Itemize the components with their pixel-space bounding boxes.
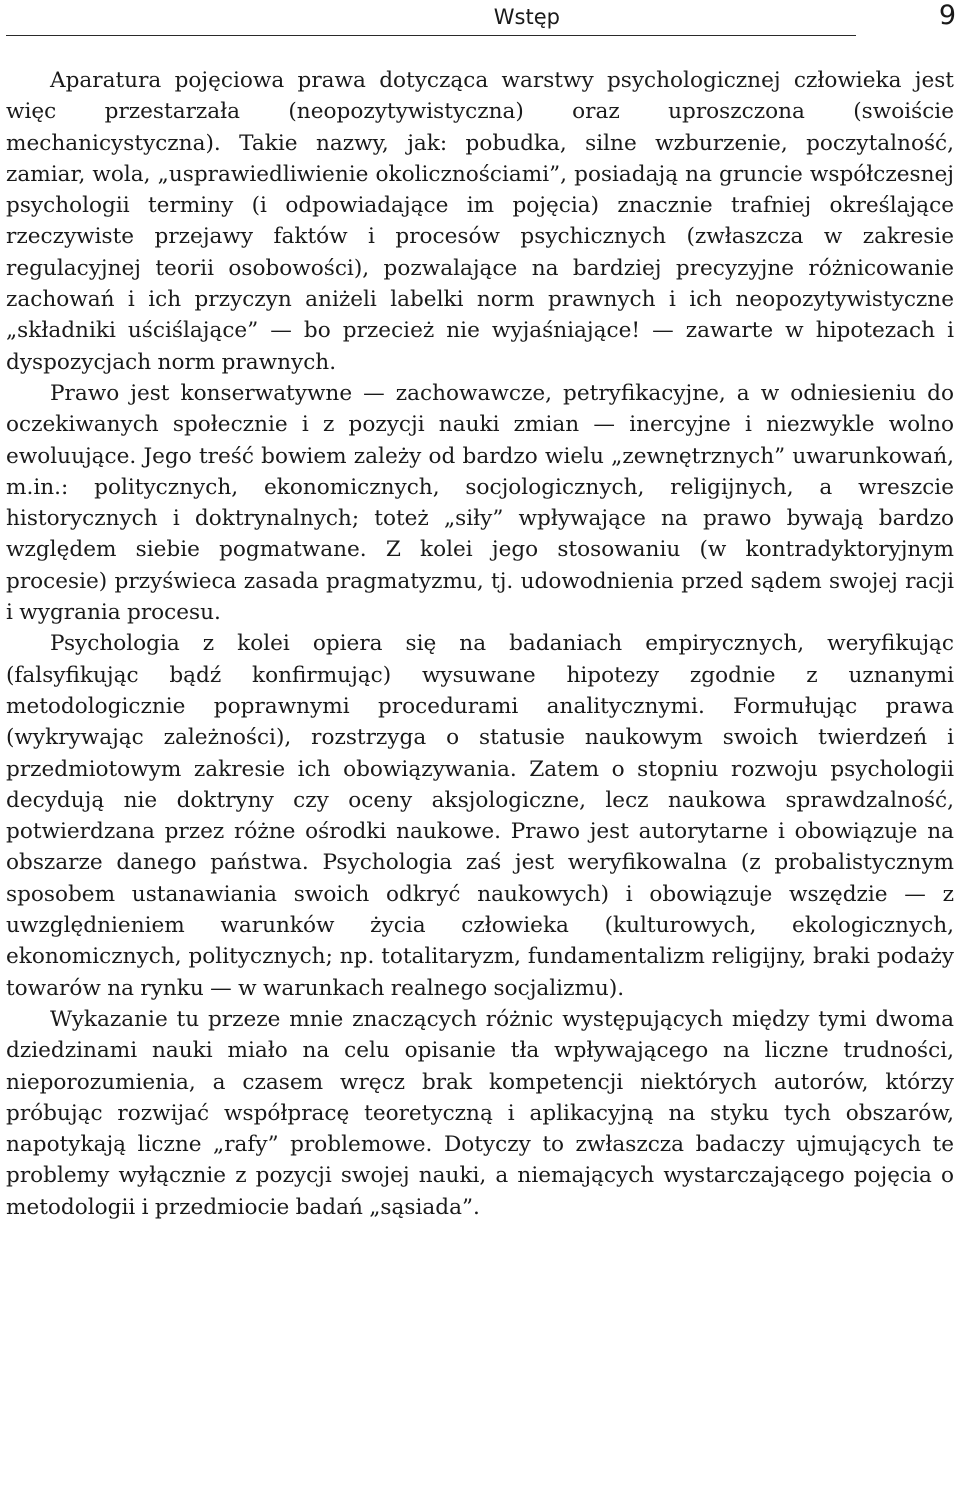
paragraph-4: Wykazanie tu przeze mnie znaczących różnic występujących między tymi dwoma dziedzinami nauki miało na celu opisanie tła wpływającego na liczne trudności, nieporozumienia, a czasem wręcz brak kompetencji niektórych autorów, którzy próbując rozwijać współpracę teoretyczną i aplikacyjną na styku tych obszarów, napotykają liczne „rafy” problemowe. Dotyczy to zwłaszcza badaczy ujmujących te problemy wyłącznie z pozycji swojej nauki, a niemających wystarczającego pojęcia o metodologii i przedmiocie badań „sąsiada”. xyxy=(6,1006,954,1220)
body-text xyxy=(6,65,954,1223)
paragraph-3: Psychologia z kolei opiera się na badaniach empirycznych, weryfikując (falsyfikując bądź konfirmując) wysuwane hipotezy zgodnie z uznanymi metodologicznie poprawnymi procedurami analitycznymi. Formułując prawa (wykrywając zależności), rozstrzyga o statusie naukowym swoich twierdzeń i przedmiotowym zakresie ich obowiązywania. Zatem o stopniu rozwoju psychologii decydują nie doktryny czy oceny aksjologiczne, lecz naukowa sprawdzalność, potwierdzana przez różne ośrodki naukowe. Prawo jest autorytarne i obowiązuje na obszarze danego państwa. Psychologia zaś jest weryfikowalna (z probalistycznym sposobem ustanawiania swoich odkryć naukowych) i obowiązuje wszędzie — z uwzględnieniem warunków życia człowieka (kulturowych, ekologicznych, ekonomicznych, politycznych; np. totalitaryzm, fundamentalizm religijny, braki podaży towarów na rynku — w warunkach realnego socjalizmu). xyxy=(6,631,954,1001)
chapter-title: Wstęp xyxy=(493,5,560,29)
header-rule xyxy=(6,35,856,36)
paragraph-1: Aparatura pojęciowa prawa dotycząca warstwy psychologicznej człowieka jest więc przestarzała (neopozytywistyczna) oraz uproszczona (swoiście mechanicystyczna). Takie nazwy, jak: pobudka, silne wzburzenie, poczytalność, zamiar, wola, „usprawiedliwienie okolicznościami”, posiadają na gruncie współczesnej psychologii terminy (i odpowiadające im pojęcia) znacznie trafniej określające rzeczywiste przejawy faktów i procesów psychicznych (zwłaszcza w zakresie regulacyjnej teorii osobowości), pozwalające na bardziej precyzyjne różnicowanie zachowań i ich przyczyn aniżeli labelki norm prawnych i ich neopozytywistyczne „składniki uściślające” — bo przecież nie wyjaśniające! — zawarte w hipotezach i dyspozycjach norm prawnych. xyxy=(6,68,954,375)
paragraph-2: Prawo jest konserwatywne — zachowawcze, petryfikacyjne, a w odniesieniu do oczekiwanych społecznie i z pozycji nauki zmian — inercyjne i niezwykle wolno ewoluujące. Jego treść bowiem zależy od bardzo wielu „zewnętrznych” uwarunkowań, m.in.: politycznych, ekonomicznych, socjologicznych, religijnych, a wreszcie historycznych i doktrynalnych; toteż „siły” wpływające na prawo bywają bardzo względem siebie pogmatwane. Z kolei jego stosowaniu (w kontradyktoryjnym procesie) przyświeca zasada pragmatyzmu, tj. udowodnienia przed sądem swojej racji i wygrania procesu. xyxy=(6,380,954,626)
page-number: 9 xyxy=(938,0,956,31)
running-header xyxy=(0,0,960,40)
